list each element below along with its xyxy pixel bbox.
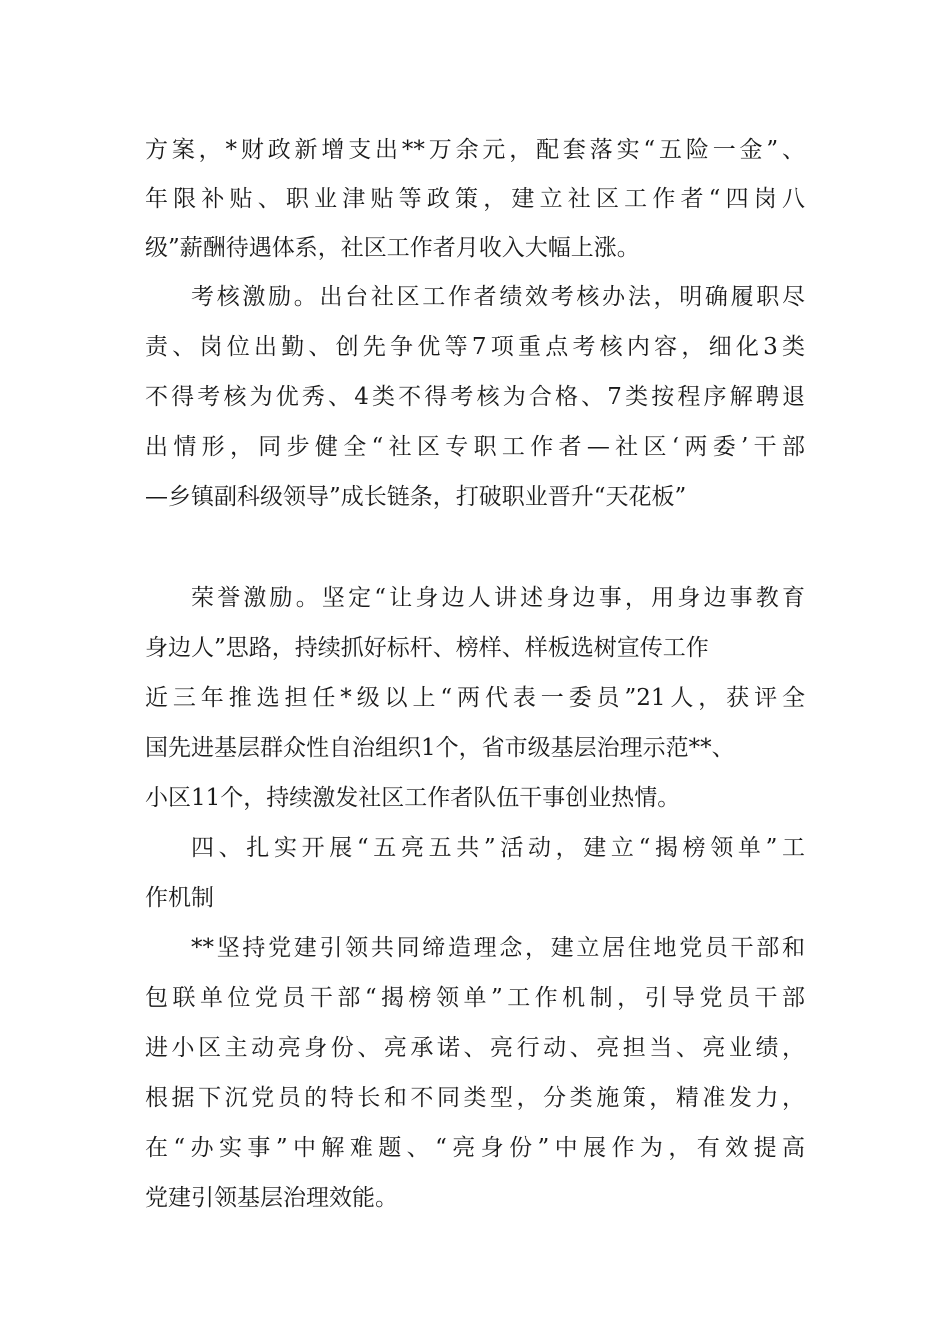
paragraph-2-line-1: 考核激励。出台社区工作者绩效考核办法，明确履职尽 [191, 284, 805, 310]
paragraph-5-line-4: 根据下沉党员的特长和不同类型，分类施策，精准发力， [145, 1085, 805, 1111]
paragraph-3-line-3: 近三年推选担任*级以上“两代表一委员”21人，获评全 [145, 685, 805, 711]
paragraph-2-line-4: 出情形，同步健全“社区专职工作者—社区‘两委’干部 [145, 434, 805, 460]
paragraph-3-line-2: 身边人”思路，持续抓好标杆、榜样、样板选树宣传工作 [145, 635, 709, 661]
paragraph-1-line-2: 年限补贴、职业津贴等政策，建立社区工作者“四岗八 [145, 186, 805, 212]
paragraph-5-line-5: 在“办实事”中解难题、“亮身份”中展作为，有效提高 [145, 1135, 805, 1161]
paragraph-2-line-2: 责、岗位出勤、创先争优等7项重点考核内容，细化3类 [145, 334, 805, 360]
section-heading-4-line-1: 四、扎实开展“五亮五共”活动，建立“揭榜领单”工 [191, 835, 805, 861]
paragraph-2-line-3: 不得考核为优秀、4类不得考核为合格、7类按程序解聘退 [145, 384, 805, 410]
paragraph-5-line-6: 党建引领基层治理效能。 [145, 1185, 398, 1211]
paragraph-1-line-1: 方案，*财政新增支出**万余元，配套落实“五险一金”、 [145, 137, 805, 163]
paragraph-5-line-1: **坚持党建引领共同缔造理念，建立居住地党员干部和 [191, 935, 805, 961]
paragraph-5-line-2: 包联单位党员干部“揭榜领单”工作机制，引导党员干部 [145, 985, 805, 1011]
paragraph-3-line-4: 国先进基层群众性自治组织1个，省市级基层治理示范**、 [145, 735, 735, 761]
paragraph-2-line-5: —乡镇副科级领导”成长链条，打破职业晋升“天花板” [145, 484, 687, 510]
section-heading-4-line-2: 作机制 [145, 885, 214, 911]
paragraph-1-line-3: 级”薪酬待遇体系，社区工作者月收入大幅上涨。 [145, 235, 640, 261]
paragraph-5-line-3: 进小区主动亮身份、亮承诺、亮行动、亮担当、亮业绩， [145, 1035, 805, 1061]
paragraph-3-line-5: 小区11个，持续激发社区工作者队伍干事创业热情。 [145, 785, 681, 811]
paragraph-3-line-1: 荣誉激励。坚定“让身边人讲述身边事，用身边事教育 [191, 585, 805, 611]
